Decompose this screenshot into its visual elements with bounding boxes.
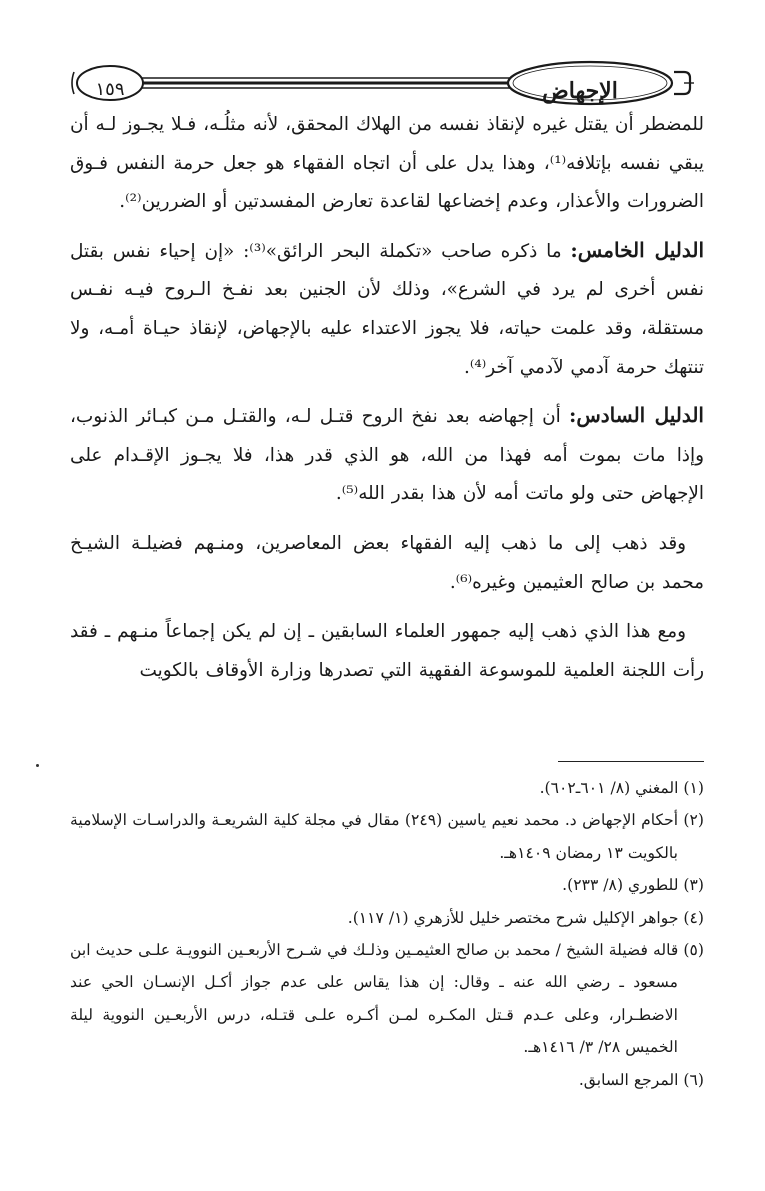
paragraph-5-text: ومع هذا الذي ذهب إليه جمهور العلماء السابقين ـ إن لم يكن إجماعاً منـهم ـ فقد رأت اللجنة العلمية للموسوعة الفقهية التي تصدرها وزارة الأوقاف بالكويت bbox=[70, 621, 704, 681]
paragraph-2-lead: الدليل الخامس: bbox=[570, 237, 704, 262]
footnote-3: (٣) للطوري (٨/ ٢٣٣). bbox=[562, 876, 704, 895]
page-number: ١٥٩ bbox=[95, 79, 125, 100]
footnote-4: (٤) جواهر الإكليل شرح مختصر خليل للأزهري (١/ ١١٧). bbox=[347, 908, 704, 927]
chapter-title: الإجهاض bbox=[542, 78, 618, 104]
footnote-5: (٥) قاله فضيلة الشيخ / محمد بن صالح العثيمـين وذلـك في شـرح الأربعـين النوويـة علـى حديث ابن مسعود ـ رضي الله عنه ـ وقال: إن هذا يقاس على عدم جواز أكـل الإنسـان الحي عند الاضطـرار، وعلى عـدم قـتل المكـره لمـن أكـره علـى قتـله، درس الأربعـين النووية ليلة الخميس ٢٨/ ٣/ ١٤١٦هـ. bbox=[70, 941, 704, 1057]
footnotes bbox=[70, 772, 704, 1096]
footnote-2: (٢) أحكام الإجهاض د. محمد نعيم ياسين (٢٤٩) مقال في مجلة كلية الشريعـة والدراسـات الإسلامية بالكويت ١٣ رمضان ١٤٠٩هـ. bbox=[70, 811, 704, 862]
paragraph-3-text: أن إجهاضه بعد نفخ الروح قتـل لـه، والقتـل مـن كبـائر الذنوب، وإذا مات بموت أمه فهذا من الله، هو الذي قدر هذا، فلا يجـوز الإقـدام على الإجهاض حتى ولو ماتت أمه لأن هذا بقدر الله⁽⁵⁾. bbox=[70, 406, 704, 505]
paragraph-2-text: ما ذكره صاحب «تكملة البحر الرائق»⁽³⁾: «إن إحياء نفس بقتل نفس أخرى لم يرد في الشرع»، وذلك لأن الجنين بعد نفـخ الـروح فيـه نفـس مستقلة، وقد علمت حياته، فلا يجوز الاعتداء عليه بالإجهاض، لإنقاذ حيـاة أمـه، ولا تنتهك حرمة آدمي لآدمي آخر⁽⁴⁾. bbox=[70, 240, 704, 378]
paragraph-5 bbox=[70, 611, 704, 690]
body-text bbox=[70, 104, 704, 690]
footnote-1: (١) المغني (٨/ ٦٠١ـ٦٠٢). bbox=[539, 779, 704, 797]
paragraph-4-text: وقد ذهب إلى ما ذهب إليه الفقهاء بعض المعاصرين، ومنـهم فضيلـة الشيـخ محمد بن صالح العثيمين وغيره⁽⁶⁾. bbox=[70, 532, 704, 593]
paragraph-4 bbox=[70, 523, 704, 602]
paragraph-2 bbox=[70, 231, 704, 387]
scan-speck bbox=[36, 764, 39, 767]
footnote-separator bbox=[558, 761, 704, 762]
paragraph-3 bbox=[70, 396, 704, 514]
footnote-6: (٦) المرجع السابق. bbox=[578, 1070, 704, 1089]
paragraph-1 bbox=[70, 104, 704, 222]
paragraph-1-text: للمضطر أن يقتل غيره لإنقاذ نفسه من الهلاك المحقق، لأنه مثلُـه، فـلا يجـوز لـه أن يبقي نفسه بإتلافه⁽¹⁾، وهذا يدل على أن اتجاه الفقهاء هو جعل حرمة النفس فـوق الضرورات والأعذار، وعدم إخضاعها لقاعدة تعارض المفسدتين أو الضررين⁽²⁾. bbox=[70, 114, 704, 213]
paragraph-3-lead: الدليل السادس: bbox=[568, 403, 704, 428]
